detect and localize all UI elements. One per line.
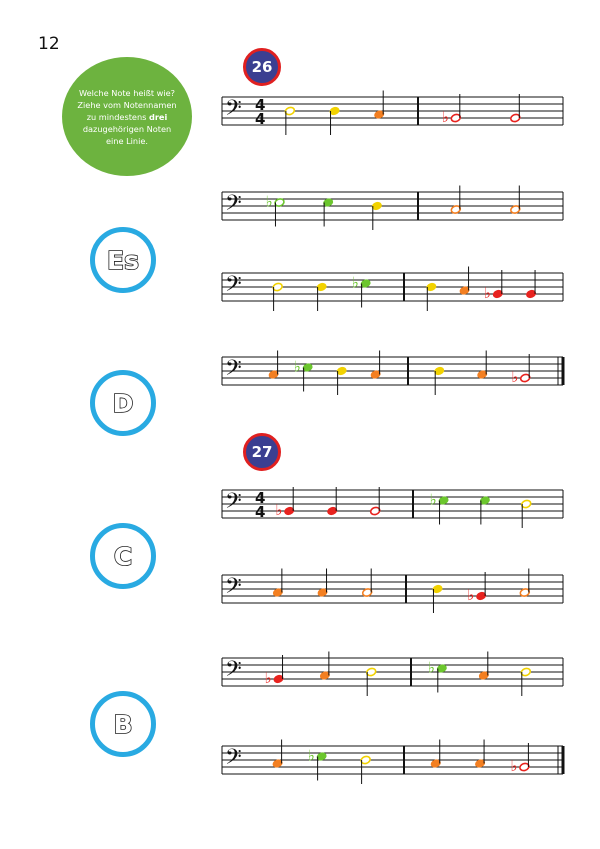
note-name-label: Es [107,245,139,275]
bass-clef-icon: 𝄢 [225,96,242,126]
bass-clef-icon: 𝄢 [225,356,242,386]
exercise-number: 26 [251,58,273,76]
time-signature-bottom: 4 [255,110,266,128]
flat-sign: ♭ [429,490,437,509]
flat-sign: ♭ [293,357,301,376]
flat-sign: ♭ [510,757,518,775]
bass-clef-icon: 𝄢 [225,745,242,775]
bass-clef-icon: 𝄢 [225,574,242,604]
flat-sign: ♭ [275,501,283,519]
flat-sign: ♭ [467,586,475,604]
exercise-number: 27 [251,443,273,461]
time-signature-top: 4 [255,96,266,114]
bass-clef-icon: 𝄢 [225,191,242,221]
flat-sign: ♭ [307,746,315,765]
instruction-text-bold: drei [149,111,168,122]
flat-sign: ♭ [427,658,435,677]
flat-sign: ♭ [483,284,491,302]
flat-sign: ♭ [264,669,272,687]
instruction-text-end: dazugehörigen Noten eine Linie. [82,123,172,146]
bass-clef-icon: 𝄢 [225,489,242,519]
flat-sign: ♭ [351,273,359,292]
flat-sign: ♭ [441,108,449,126]
time-signature-bottom: 4 [255,503,266,521]
time-signature-top: 4 [255,489,266,507]
note-name-label: B [113,709,133,739]
instruction-text-start: Welche Note heißt wie? Ziehe vom Notennamen zu mindestens [77,87,177,122]
flat-sign: ♭ [265,192,273,211]
note-name-label: D [112,388,134,418]
page-number: 12 [38,34,60,54]
bass-clef-icon: 𝄢 [225,272,242,302]
note-name-label: C [113,541,133,571]
bass-clef-icon: 𝄢 [225,657,242,687]
flat-sign: ♭ [511,368,519,386]
